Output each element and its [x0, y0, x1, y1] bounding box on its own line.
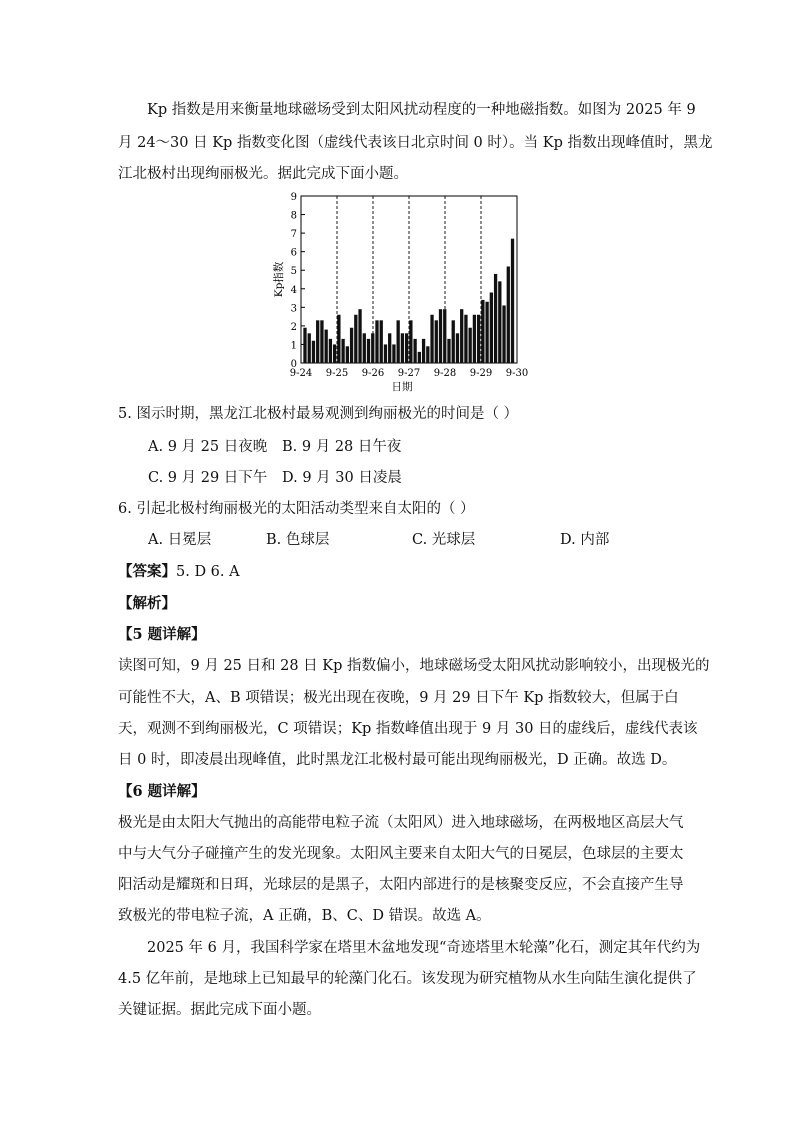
x-axis-label: 日期	[391, 381, 413, 393]
kp-bar	[325, 330, 328, 363]
kp-bar	[409, 320, 412, 363]
kp-index-chart	[270, 190, 530, 400]
kp-bar	[401, 333, 404, 363]
detail5-line-4: 日 0 时，即凌晨出现峰值，此时黑龙江北极村最可能出现绚丽极光，D 正确。故选 D。	[118, 752, 677, 768]
detail5-label: 【5 题详解】	[118, 626, 206, 643]
kp-bar	[405, 333, 408, 363]
q6-option-a[interactable]: A. 日冕层	[148, 532, 212, 548]
kp-bar	[485, 302, 488, 363]
kp-bar	[473, 315, 476, 363]
y-tick-label: 9	[290, 192, 297, 203]
kp-bar	[477, 315, 480, 363]
kp-bar	[316, 320, 319, 363]
kp-bar	[430, 315, 433, 363]
x-tick-label: 9-26	[361, 368, 385, 379]
kp-bar	[388, 333, 391, 363]
x-tick-label: 9-28	[433, 368, 457, 379]
detail5-line-2: 可能性不大，A、B 项错误；极光出现在夜晚，9 月 29 日下午 Kp 指数较大，但属于白	[118, 690, 679, 706]
y-tick-label: 5	[290, 266, 297, 278]
y-tick-label: 0	[290, 359, 297, 370]
kp-bar	[490, 292, 493, 363]
intro2-line-3: 关键证据。据此完成下面小题。	[118, 1002, 321, 1018]
y-tick-label: 8	[290, 210, 297, 222]
kp-bar	[452, 320, 455, 363]
kp-bar	[494, 274, 497, 363]
kp-bar	[346, 346, 349, 363]
q6-option-c[interactable]: C. 光球层	[412, 532, 476, 548]
q5-option-b[interactable]: B. 9 月 28 日午夜	[282, 439, 402, 455]
y-tick-label: 2	[290, 321, 297, 333]
kp-bar	[333, 344, 336, 363]
kp-bar	[392, 344, 395, 363]
x-tick-label: 9-27	[397, 368, 421, 379]
q6-stem: 6. 引起北极村绚丽极光的太阳活动类型来自太阳的（ ）	[118, 501, 475, 517]
detail5-line-3: 天，观测不到绚丽极光，C 项错误；Kp 指数峰值出现于 9 月 30 日的虚线后，虚线代表该	[118, 721, 698, 737]
answer-line	[118, 560, 240, 581]
answer-label: 【答案】	[118, 563, 176, 580]
kp-bar	[371, 333, 374, 363]
kp-bar	[447, 339, 450, 363]
y-tick-label: 1	[290, 340, 297, 352]
kp-bar	[481, 300, 484, 363]
kp-bar	[397, 320, 400, 363]
detail6-line-3: 阳活动是耀斑和日珥，光球层的是黑子，太阳内部进行的是核聚变反应，不会直接产生导	[118, 877, 684, 893]
y-tick-label: 6	[290, 247, 297, 259]
kp-bar	[363, 333, 366, 363]
kp-bar	[498, 281, 501, 363]
kp-bar	[456, 333, 459, 363]
q5-option-c[interactable]: C. 9 月 29 日下午	[148, 470, 268, 486]
kp-bar	[320, 320, 323, 363]
kp-bar	[308, 333, 311, 363]
kp-bar	[350, 328, 353, 363]
x-tick-label: 9-24	[289, 368, 313, 379]
detail6-label: 【6 题详解】	[118, 783, 206, 800]
q5-option-d[interactable]: D. 9 月 30 日凌晨	[282, 470, 402, 486]
y-axis-label: Kp指数	[273, 261, 285, 298]
detail6-line-2: 中与大气分子碰撞产生的发光现象。太阳风主要来自太阳大气的日冕层，色球层的主要太	[118, 846, 684, 862]
kp-bar	[367, 339, 370, 363]
kp-bar	[507, 267, 510, 363]
analysis-label: 【解析】	[118, 595, 176, 612]
intro2-line-1: 2025 年 6 月，我国科学家在塔里木盆地发现“奇迹塔里木轮藻”化石，测定其年代约为	[147, 940, 701, 956]
kp-bar	[337, 315, 340, 363]
kp-bar	[354, 315, 357, 363]
y-tick-label: 4	[290, 284, 297, 296]
kp-bar	[375, 320, 378, 363]
kp-bar	[439, 309, 442, 363]
y-tick-label: 7	[290, 229, 297, 241]
kp-bar	[422, 339, 425, 363]
x-tick-label: 9-30	[505, 368, 529, 379]
kp-bar	[418, 352, 421, 363]
kp-bar	[435, 320, 438, 363]
kp-bar	[464, 315, 467, 363]
kp-bar	[460, 309, 463, 363]
kp-bar	[511, 239, 514, 363]
kp-bar	[413, 339, 416, 363]
kp-bar	[380, 320, 383, 363]
q6-option-d[interactable]: D. 内部	[560, 532, 610, 548]
kp-bar	[384, 344, 387, 363]
y-tick-label: 3	[290, 303, 297, 315]
detail6-line-1: 极光是由太阳大气抛出的高能带电粒子流（太阳风）进入地球磁场，在两极地区高层大气	[118, 815, 684, 831]
intro2-line-2: 4.5 亿年前，是地球上已知最早的轮藻门化石。该发现为研究植物从水生向陆生演化提供了	[118, 971, 697, 987]
answer-text: 5. D 6. A	[176, 564, 240, 580]
kp-bar	[443, 309, 446, 363]
kp-bar	[341, 339, 344, 363]
kp-bar	[303, 328, 306, 363]
detail5-line-1: 读图可知，9 月 25 日和 28 日 Kp 指数偏小，地球磁场受太阳风扰动影响较小，出现极光的	[118, 658, 710, 674]
q6-option-b[interactable]: B. 色球层	[266, 532, 330, 548]
intro1-line-3: 江北极村出现绚丽极光。据此完成下面小题。	[118, 166, 408, 182]
kp-bar	[358, 309, 361, 363]
x-tick-label: 9-25	[325, 368, 349, 379]
kp-bar	[312, 341, 315, 363]
detail6-line-4: 致极光的带电粒子流，A 正确，B、C、D 错误。故选 A。	[118, 908, 491, 924]
intro1-line-1: Kp 指数是用来衡量地球磁场受到太阳风扰动程度的一种地磁指数。如图为 2025 年 9	[147, 102, 696, 118]
x-tick-label: 9-29	[469, 368, 493, 379]
kp-bar	[469, 328, 472, 363]
intro1-line-2: 月 24～30 日 Kp 指数变化图（虚线代表该日北京时间 0 时）。当 Kp 指数出现峰值时，黑龙	[118, 135, 713, 151]
kp-bar	[426, 346, 429, 363]
kp-bar	[329, 339, 332, 363]
q5-stem: 5. 图示时期，黑龙江北极村最易观测到绚丽极光的时间是（ ）	[118, 406, 519, 422]
kp-bar	[502, 305, 505, 363]
q5-option-a[interactable]: A. 9 月 25 日夜晚	[148, 439, 268, 455]
